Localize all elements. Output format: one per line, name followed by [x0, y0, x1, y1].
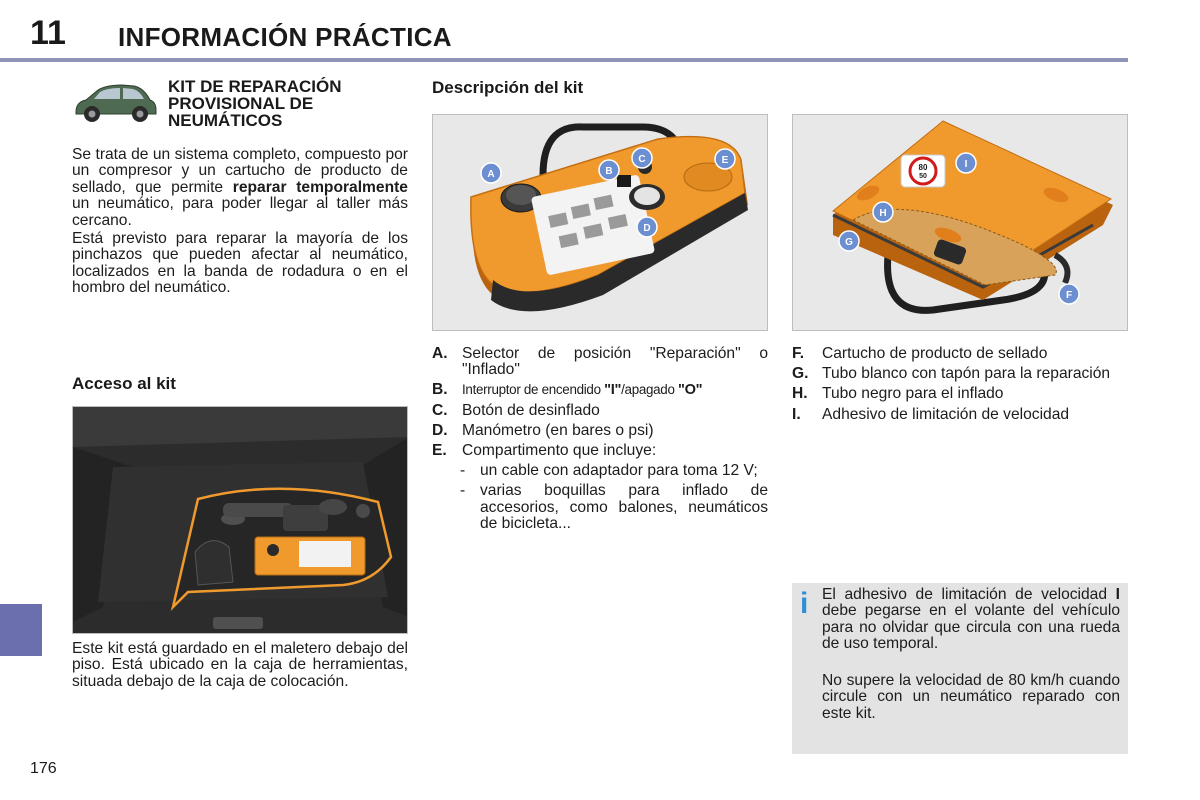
car-icon — [72, 80, 158, 126]
text-run: un neumático, para poder llegar al taller más cercano. — [72, 195, 408, 229]
page-number: 176 — [30, 760, 57, 777]
list-item — [792, 346, 1128, 362]
kit-heading-line: NEUMÁTICOS — [168, 111, 283, 130]
component-list-left — [432, 346, 768, 536]
item-letter: B. — [432, 381, 448, 399]
item-text: Cartucho de producto de sellado — [822, 345, 1048, 362]
label-i: I — [964, 159, 968, 170]
list-item — [792, 386, 1128, 402]
label-h: H — [879, 208, 887, 219]
kit-heading-line: KIT DE REPARACIÓN — [168, 77, 342, 96]
bold-run: I — [1115, 586, 1120, 603]
header-rule — [0, 58, 1128, 62]
acceso-paragraph: Este kit está guardado en el maletero debajo del piso. Está ubicado en la caja de herramientas, situada debajo de la caja de colocación. — [72, 640, 408, 690]
info-icon: i — [800, 587, 809, 620]
sticker-value-80: 80 — [918, 163, 928, 172]
sub-item-dash: - — [460, 482, 466, 500]
item-letter: F. — [792, 345, 805, 362]
text-run: Se trata de un sistema completo, compuesto por un compresor y un cartucho de producto de sellado, que permite — [72, 146, 408, 196]
kit-inside-view-illustration — [792, 114, 1128, 331]
chapter-number: 11 — [30, 14, 66, 52]
item-text: Botón de desinflado — [462, 401, 600, 419]
item-letter: A. — [432, 345, 448, 362]
item-text: Adhesivo de limitación de velocidad — [822, 405, 1070, 423]
list-item — [432, 443, 768, 459]
label-f: F — [1065, 290, 1073, 301]
kit-top-view-illustration — [432, 114, 768, 331]
list-item — [432, 346, 768, 378]
info-paragraph — [822, 587, 1120, 653]
descripcion-heading: Descripción del kit — [432, 78, 584, 97]
label-b: B — [605, 166, 613, 177]
sub-item-text: varias boquillas para inflado de accesorios, como balones, neumáticos de bicicleta... — [480, 482, 768, 532]
item-bold-text: "O" — [678, 382, 703, 399]
item-letter: H. — [792, 385, 808, 403]
bold-run: reparar temporalmente — [232, 178, 408, 196]
component-list-right — [792, 346, 1128, 427]
item-text: Tubo blanco con tapón para la reparación — [822, 365, 1111, 383]
list-item — [792, 407, 1128, 423]
label-d: D — [643, 223, 651, 234]
trunk-drawing — [73, 407, 408, 634]
list-item — [432, 382, 768, 398]
item-letter: I. — [792, 405, 801, 423]
kit-section-heading — [168, 78, 408, 129]
item-text: Tubo negro para el inflado — [822, 385, 1004, 403]
info-paragraph: No supere la velocidad de 80 km/h cuando circule con un neumático reparado con este kit. — [822, 672, 1120, 722]
chapter-side-tab — [0, 604, 42, 656]
kit-heading-line: PROVISIONAL DE — [168, 94, 314, 113]
sticker-value-50: 50 — [919, 173, 927, 180]
trunk-illustration — [72, 406, 408, 634]
chapter-title: INFORMACIÓN PRÁCTICA — [118, 22, 452, 52]
kit-usage-paragraph: Está previsto para reparar la mayoría de los pinchazos que pueden afectar al neumático, localizados en la banda de rodadura o en el hombro del neumático. — [72, 230, 408, 297]
label-g: G — [845, 237, 853, 248]
kit-inside-view-drawing — [793, 115, 1128, 331]
label-c: C — [638, 154, 646, 165]
item-letter: G. — [792, 365, 809, 383]
list-item — [792, 366, 1128, 382]
sub-item-dash: - — [460, 462, 466, 480]
item-text: Manómetro (en bares o psi) — [462, 421, 654, 439]
item-letter: E. — [432, 442, 447, 460]
speed-sticker — [901, 155, 945, 187]
item-text: Selector de posición "Reparación" o "Inflado" — [462, 345, 768, 379]
acceso-heading: Acceso al kit — [72, 374, 176, 393]
item-text: /apagado — [621, 382, 679, 398]
item-letter: D. — [432, 421, 448, 439]
list-item — [432, 403, 768, 419]
item-bold-text: "I" — [604, 382, 622, 399]
label-a: A — [487, 169, 495, 180]
list-item — [432, 423, 768, 439]
sub-item-text: un cable con adaptador para toma 12 V; — [480, 462, 758, 480]
text-run: debe pegarse en el volante del vehículo para no olvidar que circula con una rueda de uso temporal. — [822, 602, 1120, 653]
kit-intro-paragraph — [72, 147, 408, 229]
item-text: Compartimento que incluye: — [462, 442, 657, 460]
sub-list-item — [432, 483, 768, 532]
kit-top-view-drawing — [433, 115, 768, 331]
label-e: E — [721, 155, 729, 166]
sub-list-item — [432, 463, 768, 479]
item-letter: C. — [432, 401, 448, 419]
item-text: Interruptor de encendido — [462, 382, 605, 398]
text-run: El adhesivo de limitación de velocidad — [822, 586, 1116, 603]
